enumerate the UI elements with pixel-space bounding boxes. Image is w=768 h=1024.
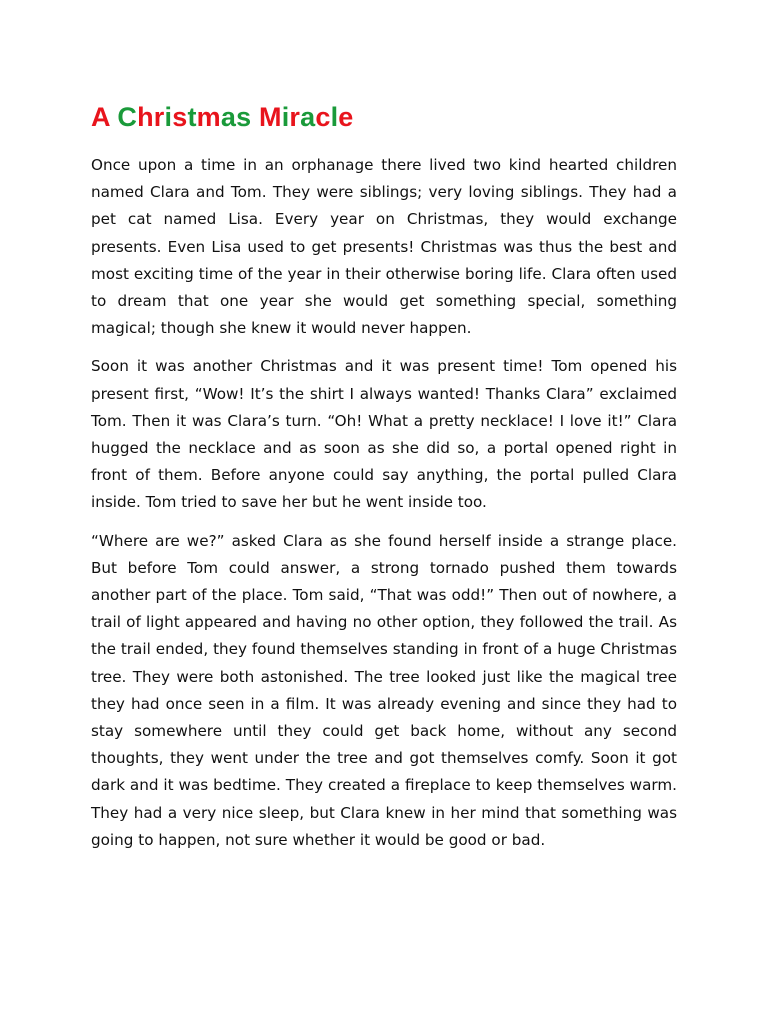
title-segment: m (196, 102, 221, 132)
title-segment: M (251, 102, 282, 132)
title-segment: i (164, 102, 173, 132)
title-segment: a (300, 102, 316, 132)
title-segment: t (187, 102, 197, 132)
title-segment: c (315, 102, 331, 132)
story-title (91, 96, 677, 138)
story-paragraph-2: Soon it was another Christmas and it was present time! Tom opened his present first, “Wow! It’s the shirt I always wanted! Thanks Clara” exclaimed Tom. Then it was Clara’s turn. “Oh! What a pretty necklace! I love it!” Clara hugged the necklace and as soon as she did so, a portal opened right in front of them. Before anyone could say anything, the portal pulled Clara inside. Tom tried to save her but he went inside too. (91, 357, 677, 512)
title-segment: s (172, 102, 188, 132)
title-segment: C (117, 102, 138, 132)
title-segment: i (281, 102, 290, 132)
title-segment: e (338, 102, 354, 132)
story-paragraph-1: Once upon a time in an orphanage there lived two kind hearted children named Clara and Tom. They were siblings; very loving siblings. They had a pet cat named Lisa. Every year on Christmas, they would exchange presents. Even Lisa used to get presents! Christmas was thus the best and most exciting time of the year in their otherwise boring life. Clara often used to dream that one year she would get something special, something magical; though she knew it would never happen. (91, 156, 677, 338)
title-segment: hr (137, 102, 165, 132)
story-paragraph-3: “Where are we?” asked Clara as she found herself inside a strange place. But before Tom could answer, a strong tornado pushed them towards another part of the place. Tom said, “That was odd!” Then out of nowhere, a trail of light appeared and having no other option, they followed the trail. As the trail ended, they found themselves standing in front of a huge Christmas tree. They were both astonished. The tree looked just like the magical tree they had once seen in a film. It was already evening and since they had to stay somewhere until they could get back home, without any second thoughts, they went under the tree and got themselves comfy. Soon it got dark and it was bedtime. They created a fireplace to keep themselves warm. They had a very nice sleep, but Clara knew in her mind that something was going to happen, not sure whether it would be good or bad. (91, 531, 677, 849)
document-body (91, 96, 677, 865)
title-segment: l (330, 102, 339, 132)
title-segment: r (289, 102, 301, 132)
title-segment: as (220, 102, 252, 132)
title-segment: A (91, 102, 118, 132)
